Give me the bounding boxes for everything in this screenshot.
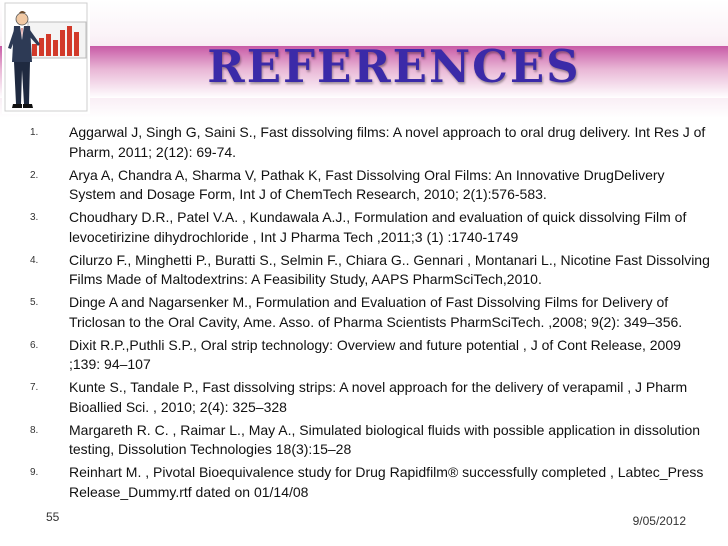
reference-item bbox=[0, 293, 728, 332]
reference-number: 5. bbox=[30, 297, 39, 308]
reference-list bbox=[0, 123, 728, 506]
reference-number: 8. bbox=[30, 424, 39, 436]
reference-item bbox=[0, 463, 728, 502]
reference-text: Choudhary D.R., Patel V.A. , Kundawala A.J., Formulation and evaluation of quick dissolving Film of levocetirizine dihydrochloride , Int J Pharma Tech ,2011;3 (1) :1740-1749 bbox=[69, 209, 687, 245]
reference-text: Dixit R.P.,Puthli S.P., Oral strip technology: Overview and future potential , J of Cont Release, 2009 ;139: 94–107 bbox=[69, 336, 681, 372]
reference-item bbox=[0, 166, 728, 205]
reference-text: Margareth R. C. , Raimar L., May A., Simulated biological fluids with possible application in dissolution testing, Dissolution Technologies 18(3):15–28 bbox=[69, 421, 701, 457]
reference-text: Cilurzo F., Minghetti P., Buratti S., Selmin F., Chiara G.. Gennari , Montanari L., Nicotine Fast Dissolving Films Made of Maltodextrins: A Feasibility Study, AAPS PharmSciTech,2010. bbox=[69, 251, 710, 287]
slide-number: 55 bbox=[46, 510, 60, 524]
reference-text: Arya A, Chandra A, Sharma V, Pathak K, Fast Dissolving Oral Films: An Innovative DrugDelivery System and Dosage Form, Int J of ChemTech Research, 2010; 2(1):576-583. bbox=[69, 166, 665, 202]
reference-item bbox=[0, 208, 728, 247]
reference-item bbox=[0, 421, 728, 460]
reference-number: 9. bbox=[30, 467, 39, 478]
reference-number: 1. bbox=[30, 127, 39, 138]
reference-number: 7. bbox=[30, 382, 39, 393]
reference-number: 6. bbox=[30, 339, 39, 351]
reference-text: Reinhart M. , Pivotal Bioequivalence study for Drug Rapidfilm® successfully completed , Labtec_Press Release_Dummy.rtf dated on 01/14/08 bbox=[69, 464, 704, 500]
reference-text: Kunte S., Tandale P., Fast dissolving strips: A novel approach for the delivery of verapamil , J Pharm Bioallied Sci. , 2010; 2(4): 325–328 bbox=[69, 379, 688, 415]
reference-item bbox=[0, 251, 728, 290]
reference-number: 3. bbox=[30, 212, 39, 223]
reference-text: Aggarwal J, Singh G, Saini S., Fast dissolving films: A novel approach to oral drug delivery. Int Res J of Pharm, 2011; 2(12): 69-74. bbox=[69, 124, 706, 160]
reference-number: 2. bbox=[30, 169, 39, 181]
reference-item bbox=[0, 336, 728, 375]
reference-text: Dinge A and Nagarsenker M., Formulation and Evaluation of Fast Dissolving Films for Delivery of Triclosan to the Oral Cavity, Ame. Asso. of Pharma Scientists PharmSciTech. ,2008; 9(2): 349–356. bbox=[69, 294, 683, 330]
slide-title: REFERENCES bbox=[207, 40, 581, 93]
slide-date: 9/05/2012 bbox=[632, 514, 686, 528]
reference-item bbox=[0, 123, 728, 162]
reference-item bbox=[0, 378, 728, 417]
reference-number: 4. bbox=[30, 254, 39, 266]
